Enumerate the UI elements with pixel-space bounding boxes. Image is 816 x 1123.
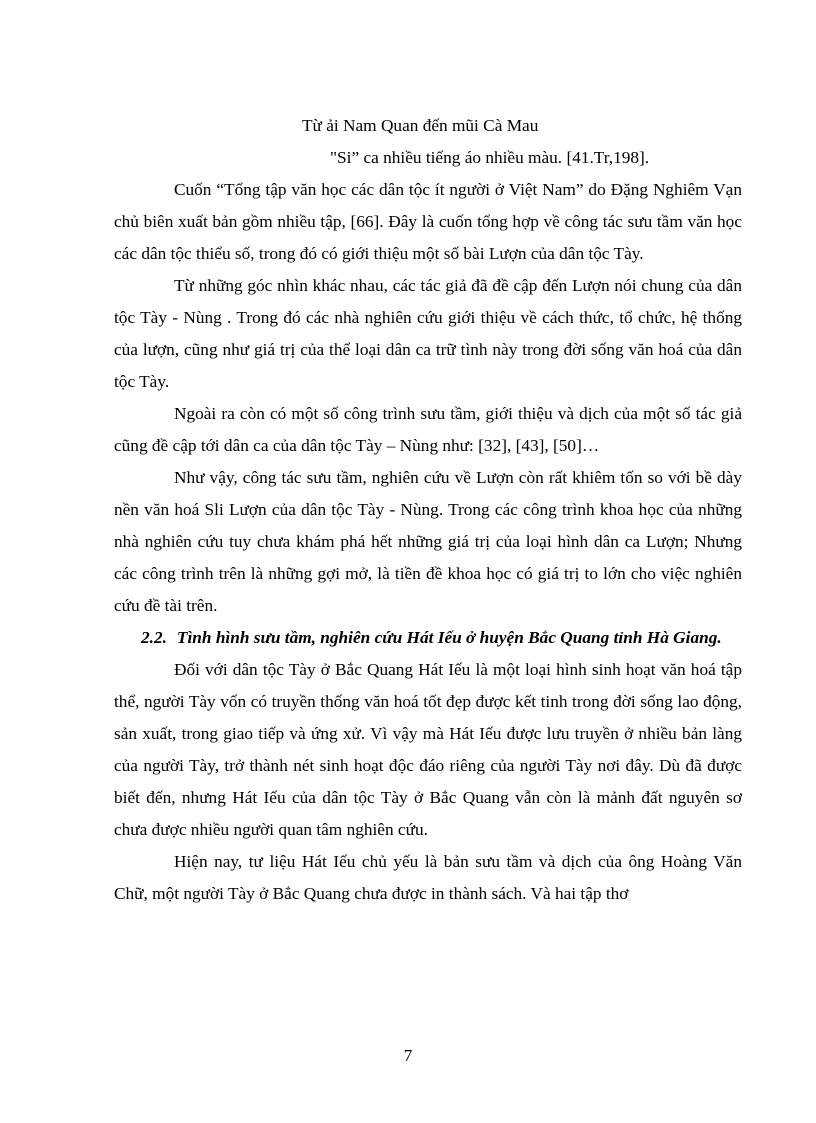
- section-title: Tình hình sưu tầm, nghiên cứu Hát Iếu ở huyện Bắc Quang tỉnh Hà Giang.: [176, 628, 722, 647]
- body-paragraph: Cuốn “Tổng tập văn học các dân tộc ít người ở Việt Nam” do Đặng Nghiêm Vạn chủ biên xuất bản gồm nhiều tập, [66]. Đây là cuốn tổng hợp về công tác sưu tầm văn học các dân tộc thiểu số, trong đó có giới thiệu một số bài Lượn của dân tộc Tày.: [114, 180, 742, 263]
- body-paragraph: Hiện nay, tư liệu Hát Iếu chủ yếu là bản sưu tầm và dịch của ông Hoàng Văn Chữ, một người Tày ở Bắc Quang chưa được in thành sách. Và hai tập thơ: [114, 852, 742, 903]
- section-heading: [114, 622, 742, 654]
- page-number: 7: [403, 1046, 413, 1065]
- body-paragraph: Ngoài ra còn có một số công trình sưu tầm, giới thiệu và dịch của một số tác giả cũng đề cập tới dân ca của dân tộc Tày – Nùng như: [32], [43], [50]…: [114, 404, 742, 455]
- verse-line: "Si” ca nhiều tiếng áo nhiều màu. [41.Tr,198].: [330, 148, 650, 167]
- page-body: [114, 110, 742, 910]
- body-paragraph: Từ những góc nhìn khác nhau, các tác giả đã đề cập đến Lượn nói chung của dân tộc Tày - Nùng . Trong đó các nhà nghiên cứu giới thiệu về cách thức, tổ chức, hệ thống của lượn, cũng như giá trị của thể loại dân ca trữ tình này trong đời sống văn hoá của dân tộc Tày.: [114, 276, 742, 391]
- body-paragraph: Như vậy, công tác sưu tầm, nghiên cứu về Lượn còn rất khiêm tốn so với bề dày nền văn hoá Sli Lượn của dân tộc Tày - Nùng. Trong các công trình khoa học của những nhà nghiên cứu tuy chưa khám phá hết những giá trị của loại hình dân ca Lượn; Nhưng các công trình trên là những gợi mở, là tiền đề khoa học có giá trị to lớn cho việc nghiên cứu đề tài trên.: [114, 468, 742, 615]
- verse-line: Từ ải Nam Quan đến mũi Cà Mau: [302, 116, 539, 135]
- body-paragraph: Đối với dân tộc Tày ở Bắc Quang Hát Iếu là một loại hình sinh hoạt văn hoá tập thể, người Tày vốn có truyền thống văn hoá tốt đẹp được kết tinh trong đời sống lao động, sản xuất, trong giao tiếp và ứng xử. Vì vậy mà Hát Iếu được lưu truyền ở nhiều bản làng của người Tày, trở thành nét sinh hoạt độc đáo riêng của người Tày nơi đây. Dù đã được biết đến, nhưng Hát Iếu của dân tộc Tày ở Bắc Quang vẫn còn là mảnh đất nguyên sơ chưa được nhiều người quan tâm nghiên cứu.: [114, 660, 742, 839]
- section-number: 2.2.: [141, 628, 167, 647]
